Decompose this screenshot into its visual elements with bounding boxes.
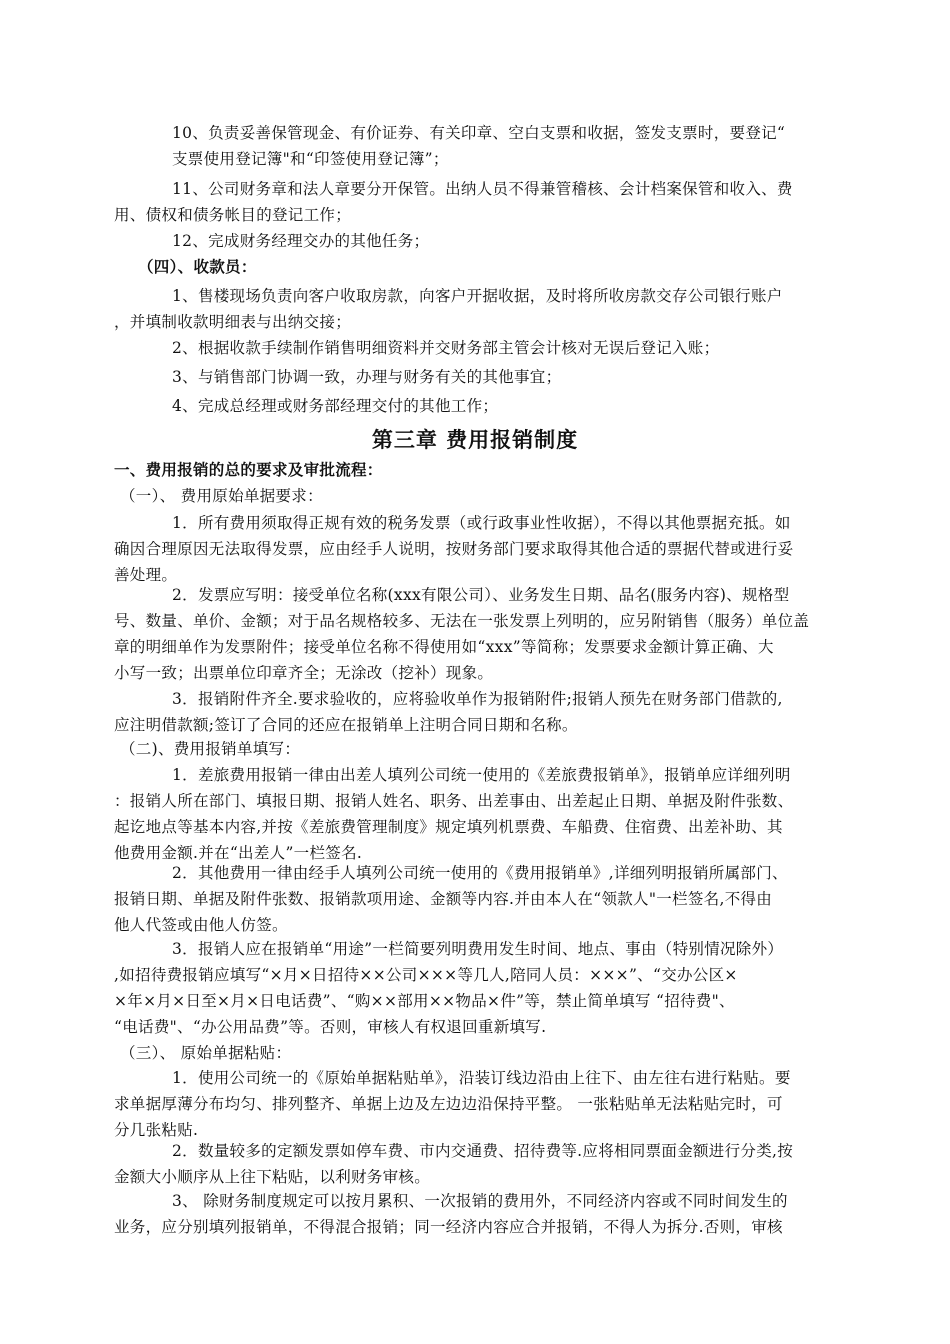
- text-line: ：报销人所在部门、填报日期、报销人姓名、职务、出差事由、出差起止日期、单据及附件张数、: [114, 792, 794, 810]
- text-line: 起讫地点等基本内容,并按《差旅费管理制度》规定填列机票费、车船费、住宿费、出差补助、其: [114, 818, 783, 836]
- text-line: 求单据厚薄分布均匀、排列整齐、单据上边及左边边沿保持平整。 一张粘贴单无法粘贴完时，可: [114, 1095, 783, 1113]
- text-line: 章的明细单作为发票附件；接受单位名称不得使用如“xxx”等简称；发票要求金额计算正确、大: [114, 638, 774, 656]
- paragraph: [172, 364, 894, 390]
- paragraph: [114, 1188, 836, 1240]
- text-line: 他费用金额.并在“出差人”一栏签名.: [114, 844, 363, 862]
- paragraph: [172, 335, 894, 361]
- text-line: 1．所有费用须取得正规有效的税务发票（或行政事业性收据），不得以其他票据充抵。如: [172, 514, 791, 532]
- subsection-heading: [120, 1040, 842, 1066]
- text-line: （四）、收款员：: [138, 257, 257, 276]
- paragraph: [114, 1065, 836, 1143]
- text-line: 金额大小顺序从上往下粘贴，以利财务审核。: [114, 1168, 431, 1186]
- text-line: （三）、 原始单据粘贴：: [120, 1044, 292, 1062]
- text-line: 11、公司财务章和法人章要分开保管。出纳人员不得兼管稽核、会计档案保管和收入、费: [172, 180, 793, 198]
- text-line: 10、负责妥善保管现金、有价证券、有关印章、空白支票和收据，签发支票时，要登记“: [172, 124, 786, 142]
- section-heading: [138, 254, 860, 280]
- paragraph: [114, 283, 836, 335]
- paragraph: [114, 1138, 836, 1190]
- text-line: ×年×月×日至×月×日电话费”、“购××部用××物品×件”等，禁止简单填写 “招待费"、: [114, 992, 735, 1010]
- paragraph: [114, 582, 836, 686]
- paragraph: [114, 686, 836, 738]
- text-line: 2．发票应写明：接受单位名称(xxx有限公司）、业务发生日期、品名(服务内容)、规格型: [172, 586, 790, 604]
- text-line: “电话费"、“办公用品费”等。否则，审核人有权退回重新填写.: [114, 1018, 547, 1036]
- section-heading: [114, 457, 836, 483]
- text-line: 1、售楼现场负责向客户收取房款，向客户开据收据，及时将所收房款交存公司银行账户: [172, 287, 783, 305]
- text-line: 支票使用登记簿"和“印签使用登记簿”；: [172, 150, 449, 168]
- text-line: 分几张粘贴.: [114, 1121, 199, 1139]
- paragraph: [114, 176, 836, 228]
- subsection-heading: [120, 483, 842, 509]
- chapter-title: 第三章 费用报销制度: [371, 427, 579, 452]
- text-line: 3．报销附件齐全.要求验收的，应将验收单作为报销附件;报销人预先在财务部门借款的,: [172, 690, 783, 708]
- text-line: 应注明借款额;签订了合同的还应在报销单上注明合同日期和名称。: [114, 716, 578, 734]
- text-line: 1．使用公司统一的《原始单据粘贴单》，沿装订线边沿由上往下、由左往右进行粘贴。要: [172, 1069, 791, 1087]
- text-line: 2．数量较多的定额发票如停车费、市内交通费、招待费等.应将相同票面金额进行分类,按: [172, 1142, 794, 1160]
- text-line: 确因合理原因无法取得发票，应由经手人说明，按财务部门要求取得其他合适的票据代替或进行妥: [114, 540, 794, 558]
- paragraph: [114, 860, 836, 938]
- text-line: 2．其他费用一律由经手人填列公司统一使用的《费用报销单》,详细列明报销所属部门、: [172, 864, 788, 882]
- text-line: 他人代签或由他人仿签。: [114, 916, 288, 934]
- text-line: 小写一致；出票单位印章齐全；无涂改（挖补）现象。: [114, 664, 494, 682]
- text-line: ,如招待费报销应填写“×月×日招待××公司×××等几人,陪同人员：×××”、“交办公区×: [114, 966, 738, 984]
- text-line: 1．差旅费用报销一律由出差人填列公司统一使用的《差旅费报销单》，报销单应详细列明: [172, 766, 791, 784]
- text-line: （二)、费用报销单填写：: [120, 740, 301, 758]
- text-line: ，并填制收款明细表与出纳交接；: [114, 313, 352, 331]
- text-line: 一、费用报销的总的要求及审批流程：: [114, 460, 383, 479]
- text-line: 报销日期、单据及附件张数、报销款项用途、金额等内容.并由本人在“领款人"一栏签名,不得由: [114, 890, 773, 908]
- subsection-heading: [120, 736, 842, 762]
- text-line: 12、完成财务经理交办的其他任务；: [172, 232, 430, 250]
- paragraph: [172, 228, 894, 254]
- text-line: 3、与销售部门协调一致，办理与财务有关的其他事宜；: [172, 368, 562, 386]
- paragraph: [172, 393, 894, 419]
- text-line: 善处理。: [114, 566, 178, 584]
- text-line: 号、数量、单价、金额；对于品名规格较多、无法在一张发票上列明的，应另附销售（服务）单位盖: [114, 612, 810, 630]
- paragraph: [172, 120, 894, 172]
- text-line: 业务，应分别填列报销单，不得混合报销；同一经济内容应合并报销，不得人为拆分.否则，审核: [114, 1218, 783, 1236]
- paragraph: [114, 510, 836, 588]
- text-line: （一）、 费用原始单据要求：: [120, 487, 323, 505]
- text-line: 3．报销人应在报销单“用途”一栏简要列明费用发生时间、地点、事由（特别情况除外）: [172, 940, 784, 958]
- paragraph: [114, 762, 836, 866]
- paragraph: [114, 936, 836, 1040]
- text-line: 4、完成总经理或财务部经理交付的其他工作；: [172, 397, 499, 415]
- text-line: 3、 除财务制度规定可以按月累积、一次报销的费用外，不同经济内容或不同时间发生的: [172, 1192, 788, 1210]
- text-line: 2、根据收款手续制作销售明细资料并交财务部主管会计核对无误后登记入账；: [172, 339, 720, 357]
- text-line: 用、债权和债务帐目的登记工作；: [114, 206, 352, 224]
